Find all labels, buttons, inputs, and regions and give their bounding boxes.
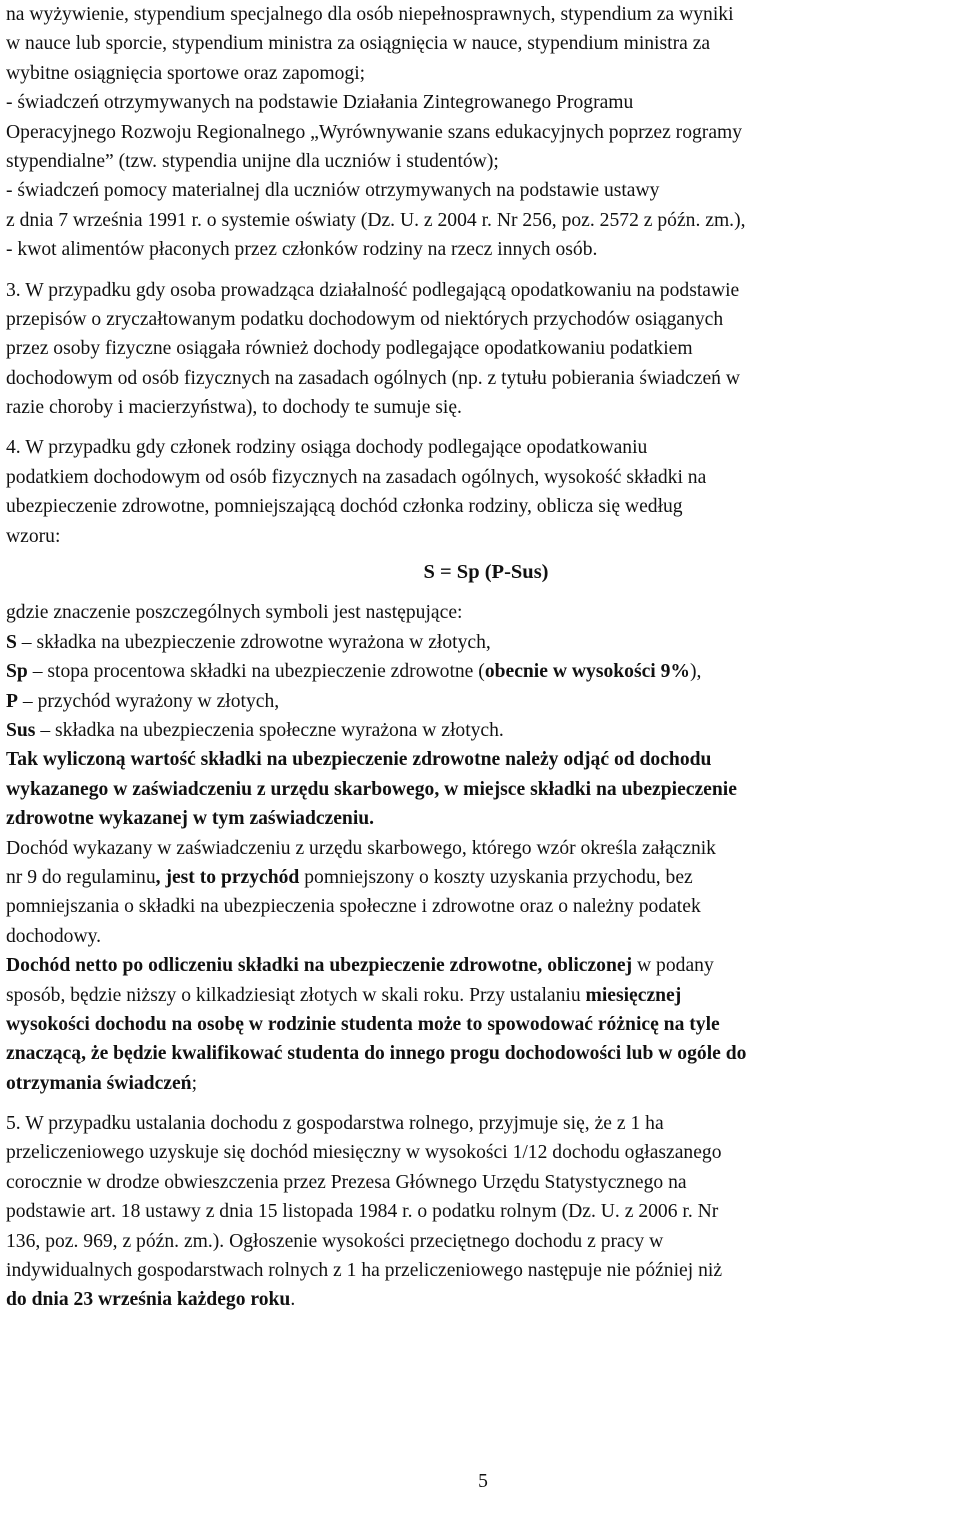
text-line: dochodowym od osób fizycznych na zasadach ogólnych (np. z tytułu pobierania świadczeń w: [6, 367, 740, 389]
text-line: [6, 1285, 956, 1314]
bold-note-line: [6, 804, 956, 833]
bold-text: Tak wyliczoną wartość składki na ubezpieczenie zdrowotne należy odjąć od dochodu: [6, 749, 712, 771]
continuation-list: [6, 0, 956, 265]
text-line: z dnia 7 września 1991 r. o systemie oświaty (Dz. U. z 2004 r. Nr 256, poz. 2572 z późn. zm.),: [6, 209, 746, 231]
text-line: 4. W przypadku gdy członek rodziny osiąga dochody podlegające opodatkowaniu: [6, 437, 648, 459]
symbol-def: [6, 716, 956, 745]
bold-text: wykazanego w zaświadczeniu z urzędu skarbowego, w miejsce składki na ubezpieczenie: [6, 778, 737, 800]
text-line: indywidualnych gospodarstwach rolnych z 1 ha przeliczeniowego następuje nie później niż: [6, 1260, 723, 1282]
text-run: pomniejszony o koszty uzyskania przychodu, bez: [299, 866, 693, 888]
bold-text: znaczącą, że będzie kwalifikować studenta do innego progu dochodowości lub w ogóle do: [6, 1043, 747, 1065]
text-line: Dochód wykazany w zaświadczeniu z urzędu skarbowego, którego wzór określa załącznik: [6, 837, 716, 859]
text-line: - świadczeń pomocy materialnej dla uczniów otrzymywanych na podstawie ustawy: [6, 180, 660, 202]
bold-text: zdrowotne wykazanej w tym zaświadczeniu.: [6, 808, 375, 830]
bold-note-line: [6, 745, 956, 774]
text-line: [6, 951, 956, 980]
text-line: wzoru:: [6, 525, 61, 547]
text-line: [6, 1069, 956, 1098]
text-line: pomniejszania o składki na ubezpieczenia społeczne i zdrowotne oraz o należny podatek: [6, 896, 701, 918]
bold-text: do dnia 23 września każdego roku: [6, 1289, 291, 1311]
text-line: przeliczeniowego uzyskuje się dochód miesięczny w wysokości 1/12 dochodu ogłaszanego: [6, 1142, 722, 1164]
text-line: wybitne osiągnięcia sportowe oraz zapomogi;: [6, 62, 366, 84]
text-line: przepisów o zryczałtowanym podatku dochodowym od niektórych przychodów osiąganych: [6, 308, 724, 330]
section-5: [6, 1109, 956, 1315]
text-run: .: [290, 1289, 296, 1311]
bold-note-line: [6, 775, 956, 804]
bold-text: , jest to: [155, 866, 221, 888]
symbol-desc: – składka na ubezpieczenie zdrowotne wyrażona w złotych,: [16, 631, 491, 653]
text-line: - świadczeń otrzymywanych na podstawie Działania Zintegrowanego Programu: [6, 92, 634, 114]
text-line: 5. W przypadku ustalania dochodu z gospodarstwa rolnego, przyjmuje się, że z 1 ha: [6, 1113, 664, 1135]
text-line: 136, poz. 969, z późn. zm.). Ogłoszenie wysokości przeciętnego dochodu z pracy w: [6, 1230, 664, 1252]
symbol-def: [6, 628, 956, 657]
text-line: podstawie art. 18 ustawy z dnia 15 listopada 1984 r. o podatku rolnym (Dz. U. z 2006 r. Nr: [6, 1201, 719, 1223]
bold-text: Dochód netto po odliczeniu składki na ubezpieczenie zdrowotne, obliczonej: [6, 955, 633, 977]
symbol-def: [6, 657, 956, 686]
symbol-def: [6, 687, 956, 716]
text-line: [6, 863, 956, 892]
formula: S = Sp (P-Sus): [423, 561, 549, 584]
bold-text: przychód: [220, 866, 300, 888]
text-run: sposób, będzie niższy o kilkadziesiąt złotych w skali roku. Przy ustalaniu: [6, 984, 586, 1006]
text-line: w nauce lub sporcie, stypendium ministra za osiągnięcia w nauce, stypendium ministra za: [6, 33, 711, 55]
text-line: na wyżywienie, stypendium specjalnego dla osób niepełnosprawnych, stypendium za wyniki: [6, 4, 734, 25]
symbol-name: Sus: [6, 720, 36, 741]
text-line: 3. W przypadku gdy osoba prowadząca działalność podlegającą opodatkowaniu na podstawie: [6, 279, 740, 301]
text-line: dochodowy.: [6, 925, 102, 947]
text-line: - kwot alimentów płaconych przez członków rodziny na rzecz innych osób.: [6, 239, 598, 261]
text-line: Operacyjnego Rozwoju Regionalnego „Wyrównywanie szans edukacyjnych poprzez rogramy: [6, 121, 743, 143]
text-line: przez osoby fizyczne osiągała również dochody podlegające opodatkowaniu podatkiem: [6, 338, 693, 360]
bold-text: miesięcznej: [585, 984, 682, 1006]
text-run: w podany: [632, 955, 714, 977]
text-line: stypendialne” (tzw. stypendia unijne dla uczniów i studentów);: [6, 150, 499, 172]
symbol-name: S: [6, 631, 17, 653]
text-line: razie choroby i macierzyństwa), to dochody te sumuje się.: [6, 397, 462, 419]
section-4: [6, 433, 956, 1098]
page-number: 5: [478, 1471, 488, 1492]
text-line: ubezpieczenie zdrowotne, pomniejszającą dochód członka rodziny, oblicza się według: [6, 496, 683, 518]
symbol-desc-end: ),: [690, 661, 702, 683]
text-run: nr 9 do regulaminu: [6, 866, 156, 888]
text-line: [6, 1039, 956, 1068]
text-line: [6, 1010, 956, 1039]
document-page: [6, 0, 956, 1315]
symbols-intro: gdzie znaczenie poszczególnych symboli jest następujące:: [6, 602, 463, 624]
text-run: ;: [191, 1072, 198, 1094]
symbol-desc: – składka na ubezpieczenia społeczne wyrażona w złotych.: [35, 720, 504, 741]
bold-text: otrzymania świadczeń: [6, 1072, 192, 1094]
symbol-desc: – stopa procentowa składki na ubezpieczenie zdrowotne (: [27, 661, 485, 683]
symbol-name: Sp: [6, 661, 28, 683]
text-line: [6, 981, 956, 1010]
text-line: corocznie w drodze obwieszczenia przez Prezesa Głównego Urzędu Statystycznego na: [6, 1171, 687, 1193]
section-3: [6, 276, 956, 423]
text-line: podatkiem dochodowym od osób fizycznych na zasadach ogólnych, wysokość składki na: [6, 466, 707, 488]
symbol-bold-note: obecnie w wysokości 9%: [484, 661, 691, 683]
symbol-name: P: [6, 690, 18, 712]
symbol-desc: – przychód wyrażony w złotych,: [17, 690, 280, 712]
bold-text: wysokości dochodu na osobę w rodzinie studenta może to spowodować różnicę na tyle: [6, 1013, 720, 1035]
